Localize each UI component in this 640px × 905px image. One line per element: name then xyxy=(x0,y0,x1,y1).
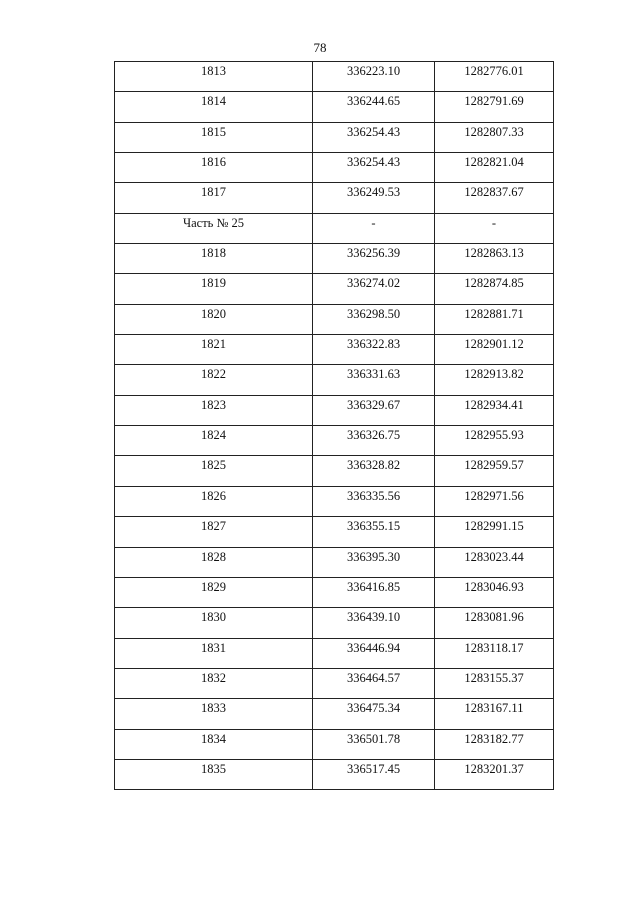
point-number-cell xyxy=(115,699,313,729)
cell-text: 1827 xyxy=(201,519,226,534)
x-coordinate-cell xyxy=(313,547,435,577)
table-row xyxy=(115,213,554,243)
x-coordinate-cell xyxy=(313,213,435,243)
point-number-cell xyxy=(115,729,313,759)
point-number-cell xyxy=(115,274,313,304)
cell-text: 336298.50 xyxy=(346,306,401,321)
cell-text: 336335.56 xyxy=(346,488,401,503)
cell-text: 1832 xyxy=(201,670,226,685)
point-number-cell xyxy=(115,759,313,789)
cell-text: 1283182.77 xyxy=(464,731,524,746)
cell-text: 336223.10 xyxy=(346,64,401,78)
cell-text: 1815 xyxy=(201,124,226,139)
cell-text: 336446.94 xyxy=(346,640,401,655)
cell-text: 336395.30 xyxy=(346,549,401,564)
x-coordinate-cell xyxy=(313,183,435,213)
x-coordinate-cell xyxy=(313,395,435,425)
y-coordinate-cell xyxy=(435,638,554,668)
cell-text: 1282991.15 xyxy=(464,519,524,534)
cell-text: 336355.15 xyxy=(346,519,401,534)
table-row xyxy=(115,577,554,607)
y-coordinate-cell xyxy=(435,92,554,122)
cell-text: 336464.57 xyxy=(346,670,401,685)
cell-text: 1833 xyxy=(201,701,226,716)
y-coordinate-cell xyxy=(435,244,554,274)
cell-text: 1818 xyxy=(201,246,226,261)
table-row xyxy=(115,122,554,152)
cell-text: 1282934.41 xyxy=(464,397,524,412)
y-coordinate-cell xyxy=(435,699,554,729)
cell-text: 1820 xyxy=(201,306,226,321)
y-coordinate-cell xyxy=(435,759,554,789)
table-row xyxy=(115,153,554,183)
cell-text: 1283201.37 xyxy=(464,761,524,776)
point-number-cell xyxy=(115,668,313,698)
cell-text: 1282776.01 xyxy=(464,64,524,78)
cell-text: 1283023.44 xyxy=(464,549,524,564)
cell-text: 1819 xyxy=(201,276,226,291)
cell-text: 336331.63 xyxy=(346,367,401,382)
point-number-cell xyxy=(115,183,313,213)
x-coordinate-cell xyxy=(313,638,435,668)
cell-text: 336439.10 xyxy=(346,610,401,625)
table-body xyxy=(115,62,554,790)
point-number-cell xyxy=(115,92,313,122)
y-coordinate-cell xyxy=(435,365,554,395)
cell-text: - xyxy=(371,215,376,230)
page-number: 78 xyxy=(313,40,327,55)
y-coordinate-cell xyxy=(435,577,554,607)
cell-text: 1282863.13 xyxy=(464,246,524,261)
table-row xyxy=(115,517,554,547)
cell-text: - xyxy=(491,215,497,230)
point-number-cell xyxy=(115,608,313,638)
table-row xyxy=(115,486,554,516)
table-row xyxy=(115,365,554,395)
cell-text: 336329.67 xyxy=(346,397,401,412)
x-coordinate-cell xyxy=(313,244,435,274)
point-number-cell xyxy=(115,365,313,395)
table-row xyxy=(115,547,554,577)
x-coordinate-cell xyxy=(313,456,435,486)
cell-text: 336249.53 xyxy=(346,185,401,200)
y-coordinate-cell xyxy=(435,153,554,183)
y-coordinate-cell xyxy=(435,547,554,577)
cell-text: 1814 xyxy=(201,94,226,109)
cell-text: 1282901.12 xyxy=(464,337,524,352)
cell-text: 1282874.85 xyxy=(464,276,524,291)
y-coordinate-cell xyxy=(435,213,554,243)
point-number-cell xyxy=(115,122,313,152)
point-number-cell xyxy=(115,517,313,547)
cell-text: 1821 xyxy=(201,337,226,352)
cell-text: 1283167.11 xyxy=(464,701,524,716)
y-coordinate-cell xyxy=(435,335,554,365)
table-row xyxy=(115,638,554,668)
y-coordinate-cell xyxy=(435,456,554,486)
y-coordinate-cell xyxy=(435,274,554,304)
x-coordinate-cell xyxy=(313,62,435,92)
cell-text: 1283155.37 xyxy=(464,670,524,685)
cell-text: 1283046.93 xyxy=(464,579,524,594)
cell-text: 1282959.57 xyxy=(464,458,524,473)
cell-text: 1282807.33 xyxy=(464,124,524,139)
x-coordinate-cell xyxy=(313,699,435,729)
cell-text: 1283118.17 xyxy=(464,640,524,655)
y-coordinate-cell xyxy=(435,62,554,92)
cell-text: 336322.83 xyxy=(346,337,401,352)
point-number-cell xyxy=(115,456,313,486)
cell-text: 1822 xyxy=(201,367,226,382)
x-coordinate-cell xyxy=(313,668,435,698)
cell-text: 1813 xyxy=(201,64,226,78)
cell-text: 336256.39 xyxy=(346,246,401,261)
cell-text: 336517.45 xyxy=(346,761,401,776)
point-number-cell xyxy=(115,486,313,516)
table-row xyxy=(115,62,554,92)
y-coordinate-cell xyxy=(435,729,554,759)
cell-text: 1816 xyxy=(201,155,226,170)
point-number-cell xyxy=(115,244,313,274)
x-coordinate-cell xyxy=(313,335,435,365)
cell-text: 1283081.96 xyxy=(464,610,524,625)
point-number-cell xyxy=(115,335,313,365)
point-number-cell xyxy=(115,62,313,92)
cell-text: 1282791.69 xyxy=(464,94,524,109)
cell-text: 1824 xyxy=(201,428,226,443)
point-number-cell xyxy=(115,638,313,668)
cell-text: 1829 xyxy=(201,579,226,594)
table-row xyxy=(115,183,554,213)
cell-text: 1282881.71 xyxy=(464,306,524,321)
point-number-cell xyxy=(115,213,313,243)
x-coordinate-cell xyxy=(313,365,435,395)
y-coordinate-cell xyxy=(435,304,554,334)
cell-text: 1825 xyxy=(201,458,226,473)
cell-text: 336244.65 xyxy=(346,94,401,109)
table-row xyxy=(115,92,554,122)
table-row xyxy=(115,668,554,698)
x-coordinate-cell xyxy=(313,729,435,759)
cell-text: 1834 xyxy=(201,731,226,746)
cell-text: 1282913.82 xyxy=(464,367,524,382)
table-row xyxy=(115,426,554,456)
coordinates-table xyxy=(114,61,554,790)
x-coordinate-cell xyxy=(313,486,435,516)
point-number-cell xyxy=(115,153,313,183)
cell-text: 1282971.56 xyxy=(464,488,524,503)
table-row xyxy=(115,395,554,425)
y-coordinate-cell xyxy=(435,486,554,516)
table-row xyxy=(115,335,554,365)
point-number-cell xyxy=(115,577,313,607)
cell-text: 1835 xyxy=(201,761,226,776)
table-row xyxy=(115,729,554,759)
x-coordinate-cell xyxy=(313,426,435,456)
table-row xyxy=(115,699,554,729)
point-number-cell xyxy=(115,304,313,334)
x-coordinate-cell xyxy=(313,92,435,122)
cell-text: 336475.34 xyxy=(346,701,401,716)
cell-text: 1282837.67 xyxy=(464,185,524,200)
cell-text: 1817 xyxy=(201,185,226,200)
cell-text: 336254.43 xyxy=(346,124,401,139)
cell-text: 1282955.93 xyxy=(464,428,524,443)
cell-text: 1830 xyxy=(201,610,226,625)
point-number-cell xyxy=(115,547,313,577)
cell-text: 336274.02 xyxy=(346,276,401,291)
y-coordinate-cell xyxy=(435,122,554,152)
table-row xyxy=(115,274,554,304)
y-coordinate-cell xyxy=(435,183,554,213)
cell-text: 1282821.04 xyxy=(464,155,524,170)
table-row xyxy=(115,304,554,334)
cell-text: 336416.85 xyxy=(346,579,401,594)
y-coordinate-cell xyxy=(435,395,554,425)
point-number-cell xyxy=(115,426,313,456)
table-row xyxy=(115,759,554,789)
cell-text: 1826 xyxy=(201,488,226,503)
x-coordinate-cell xyxy=(313,608,435,638)
cell-text: Часть № 25 xyxy=(182,215,245,230)
x-coordinate-cell xyxy=(313,577,435,607)
y-coordinate-cell xyxy=(435,608,554,638)
point-number-cell xyxy=(115,395,313,425)
table-row xyxy=(115,608,554,638)
x-coordinate-cell xyxy=(313,304,435,334)
cell-text: 336501.78 xyxy=(346,731,401,746)
x-coordinate-cell xyxy=(313,274,435,304)
cell-text: 1823 xyxy=(201,397,226,412)
x-coordinate-cell xyxy=(313,153,435,183)
cell-text: 336254.43 xyxy=(346,155,401,170)
y-coordinate-cell xyxy=(435,668,554,698)
x-coordinate-cell xyxy=(313,517,435,547)
cell-text: 1828 xyxy=(201,549,226,564)
cell-text: 1831 xyxy=(201,640,226,655)
y-coordinate-cell xyxy=(435,426,554,456)
x-coordinate-cell xyxy=(313,759,435,789)
y-coordinate-cell xyxy=(435,517,554,547)
cell-text: 336328.82 xyxy=(346,458,401,473)
x-coordinate-cell xyxy=(313,122,435,152)
table-row xyxy=(115,456,554,486)
cell-text: 336326.75 xyxy=(346,428,401,443)
table-row xyxy=(115,244,554,274)
